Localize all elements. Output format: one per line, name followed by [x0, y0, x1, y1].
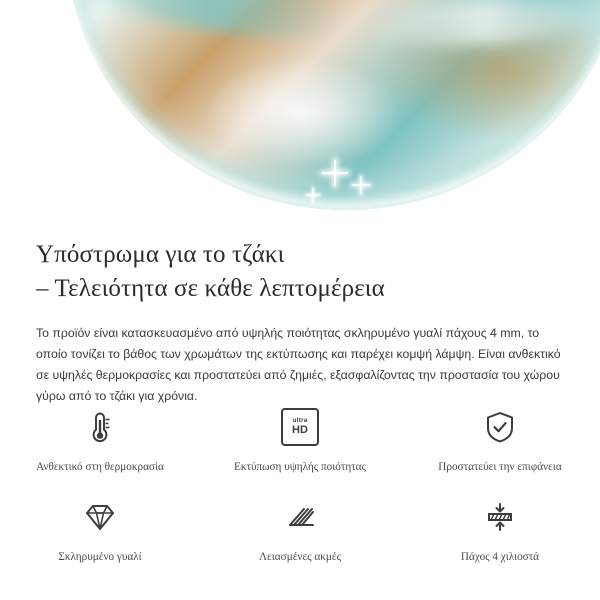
feature-label: Λειασμένες ακμές	[258, 551, 342, 563]
feature-label: Σκληρυμένο γυαλί	[58, 551, 142, 563]
diamond-icon	[80, 494, 120, 540]
feature-item-surface-protection	[400, 398, 600, 474]
headline-line-2: – Τελειότητα σε κάθε λεπτομέρεια	[36, 275, 385, 302]
glass-edge-highlight	[66, 0, 600, 210]
headline-line-1: Υπόστρωμα για το τζάκι	[36, 241, 285, 268]
thickness-icon	[480, 494, 520, 540]
feature-label: Ανθεκτικό στη θερμοκρασία	[36, 461, 164, 473]
feature-item-tempered-glass	[0, 488, 200, 564]
feature-label: Προστατεύει την επιφάνεια	[438, 461, 562, 473]
thermometer-icon	[80, 404, 120, 450]
feature-item-thickness	[400, 488, 600, 564]
polished-edges-icon	[280, 494, 320, 540]
hero-image	[0, 0, 600, 218]
feature-item-print-quality	[200, 398, 400, 474]
page-title	[0, 218, 600, 306]
description-paragraph: Το προϊόν είναι κατασκευασμένο από υψηλής ποιότητας σκληρυμένο γυαλί πάχους 4 mm, το οποίο τονίζει το βάθος των χρωμάτων της εκτύπωσης και παρέχει κομψή λάμψη. Είναι ανθεκτικό σε υψηλές θερμοκρασίες και προστατεύει από ζημιές, εξασφαλίζοντας την προστασία του χώρου γύρω από το τζάκι για χρόνια.	[36, 326, 561, 403]
shield-check-icon	[480, 404, 520, 450]
feature-item-polished-edges	[200, 488, 400, 564]
feature-label: Πάχος 4 χιλιοστά	[460, 551, 540, 563]
glass-plate-image	[66, 0, 600, 210]
feature-grid	[0, 398, 600, 564]
feature-item-temperature-resistant	[0, 398, 200, 474]
ultra-hd-badge-top: ultra	[292, 416, 308, 424]
feature-label: Εκτύπωση υψηλής ποιότητας	[234, 461, 366, 473]
ultra-hd-badge-bottom: HD	[292, 424, 308, 437]
text-content	[0, 218, 600, 407]
ultra-hd-icon	[281, 404, 319, 450]
